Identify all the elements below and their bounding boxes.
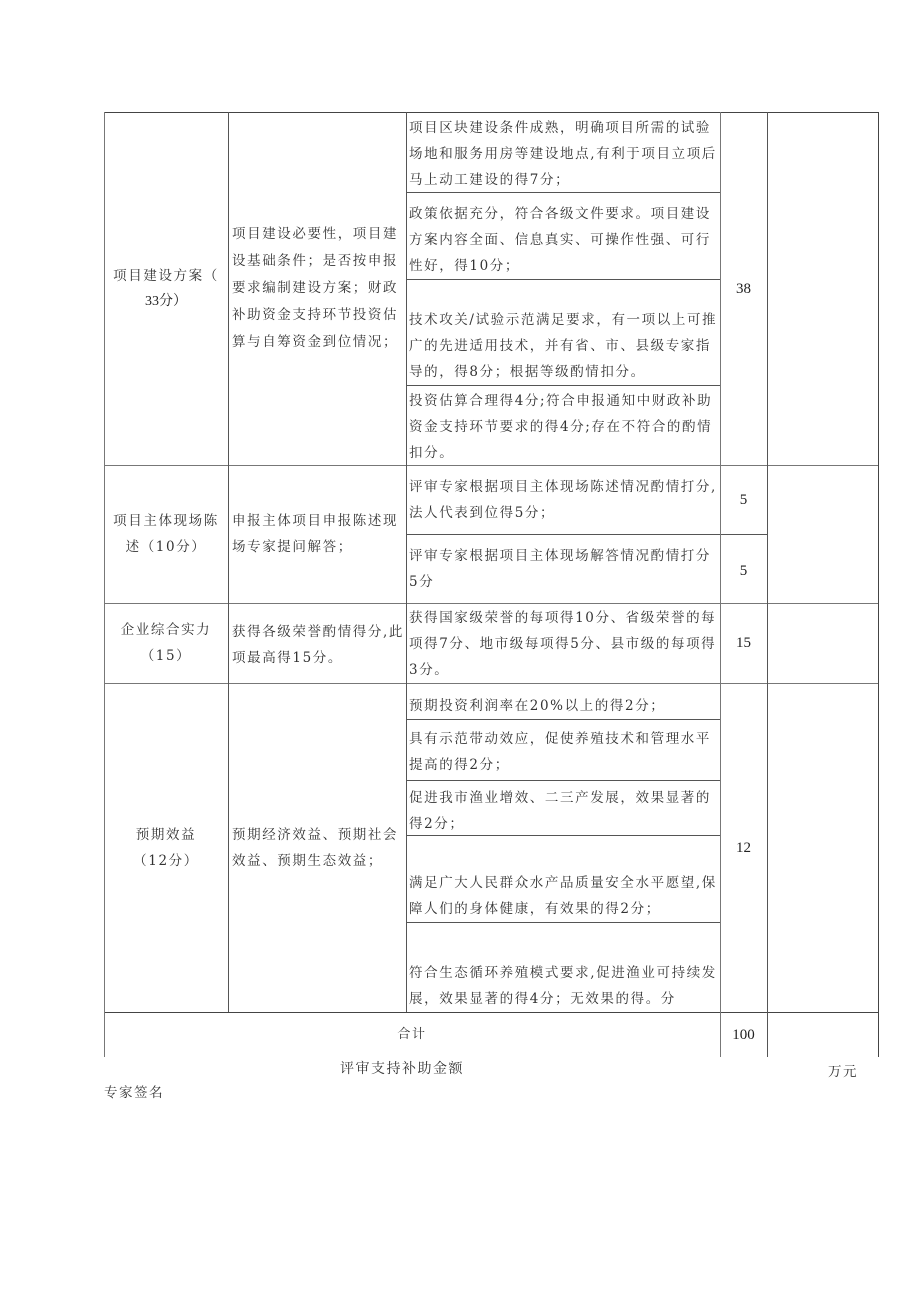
row-divider [406,279,720,280]
content-cell-project-plan [230,112,406,465]
category-label-line1: 企业综合实力 [120,622,212,638]
category-label-line2: 述（10分） [125,539,207,555]
expert-score-cell[interactable] [767,112,878,465]
total-label: 合计 [397,1026,427,1042]
criteria-cell [407,535,720,603]
criteria-cell [407,684,720,719]
subsidy-amount-label: 评审支持补助金额 [340,1061,464,1077]
score-cell: 38 [736,280,751,297]
content-text: 申报主体项目申报陈述现场专家提问解答； [232,513,399,555]
row-divider [406,719,720,720]
category-cell-expected-benefits [104,683,228,1012]
column-divider [406,112,407,1012]
score-cell: 12 [736,839,751,856]
row-divider [406,192,720,193]
criteria-text: 符合生态循环养殖模式要求,促进渔业可持续发展，效果显著的得4分；无效果的得。分 [409,965,717,1007]
category-label-line2: 33分） [145,293,187,309]
section-divider [104,603,879,604]
content-text: 获得各级荣誉酌情得分,此项最高得15分。 [232,624,404,666]
criteria-cell [407,466,720,534]
criteria-text: 技术攻关/试验示范满足要求，有一项以上可推广的先进适用技术，并有省、市、县级专家指导的，得8分；根据等级酌情扣分。 [409,312,718,380]
content-cell-enterprise-strength [230,603,406,683]
criteria-cell [407,720,720,780]
row-divider [406,922,720,923]
criteria-text: 获得国家级荣誉的每项得10分、省级荣誉的每项得7分、地市级每项得5分、县市级的每项得3分。 [409,609,717,678]
expert-score-cell[interactable] [767,683,878,1012]
table-border-top [104,112,879,113]
table-border-right [878,112,879,1057]
expert-score-cell[interactable] [767,603,878,683]
row-divider [406,385,720,386]
row-divider [406,534,767,535]
criteria-text: 评审专家根据项目主体现场解答情况酌情打分5分 [409,548,711,590]
table-border-left [104,112,105,1057]
content-text: 预期经济效益、预期社会效益、预期生态效益； [232,826,399,869]
criteria-text: 评审专家根据项目主体现场陈述情况酌情打分,法人代表到位得5分； [409,479,717,521]
total-expert-score[interactable] [767,1012,878,1057]
criteria-cell [407,923,720,1012]
score-cell: 5 [739,562,748,579]
column-divider [228,112,229,1012]
criteria-text: 政策依据充分，符合各级文件要求。项目建设方案内容全面、信息真实、可操作性强、可行性好，得10分； [409,206,711,274]
category-cell-onsite-presentation [104,465,228,603]
expert-signature-label: 专家签名 [104,1085,164,1101]
column-divider [720,112,721,1057]
category-label-line2: （12分） [133,852,199,869]
category-label-line2: （15） [140,648,192,664]
criteria-text: 满足广大人民群众水产品质量安全水平愿望,保障人们的身体健康，有效果的得2分； [409,875,717,917]
content-cell-onsite-presentation [230,465,406,603]
category-label-line1: 项目主体现场陈 [113,513,219,529]
criteria-cell [407,193,720,279]
criteria-cell [407,280,720,385]
subsidy-unit-label: 万元 [828,1064,858,1080]
score-cell: 5 [739,491,748,508]
content-cell-expected-benefits [230,683,406,1012]
content-text: 项目建设必要性，项目建设基础条件；是否按申报要求编制建设方案；财政补助资金支持环节投资估算与自筹资金到位情况； [232,226,399,350]
criteria-cell [407,604,720,683]
row-divider [406,835,720,836]
section-divider [104,1012,879,1013]
subsidy-amount-input[interactable] [480,1058,820,1078]
total-score: 100 [732,1026,755,1043]
criteria-text: 投资估算合理得4分;符合申报通知中财政补助资金支持环节要求的得4分;存在不符合的酌情扣分。 [409,393,713,461]
category-label-line1: 项目建设方案（ [113,267,219,284]
criteria-text: 具有示范带动效应，促使养殖技术和管理水平提高的得2分； [409,731,711,773]
criteria-cell [407,836,720,922]
category-cell-enterprise-strength [104,603,228,683]
criteria-text: 项目区块建设条件成熟，明确项目所需的试验场地和服务用房等建设地点,有利于项目立项后马上动工建设的得7分； [409,120,717,188]
score-cell: 15 [736,635,751,651]
criteria-cell [407,781,720,835]
section-divider [104,683,879,684]
row-divider [406,780,720,781]
section-divider [104,465,879,466]
category-label-line1: 预期效益 [135,826,197,843]
criteria-text: 预期投资利润率在20%以上的得2分； [409,698,666,714]
column-divider [767,112,768,1057]
category-cell-project-plan [104,112,228,465]
criteria-cell [407,386,720,465]
criteria-cell [407,113,720,192]
criteria-text: 促进我市渔业增效、二三产发展，效果显著的得2分； [409,790,711,832]
expert-score-cell[interactable] [767,465,878,603]
